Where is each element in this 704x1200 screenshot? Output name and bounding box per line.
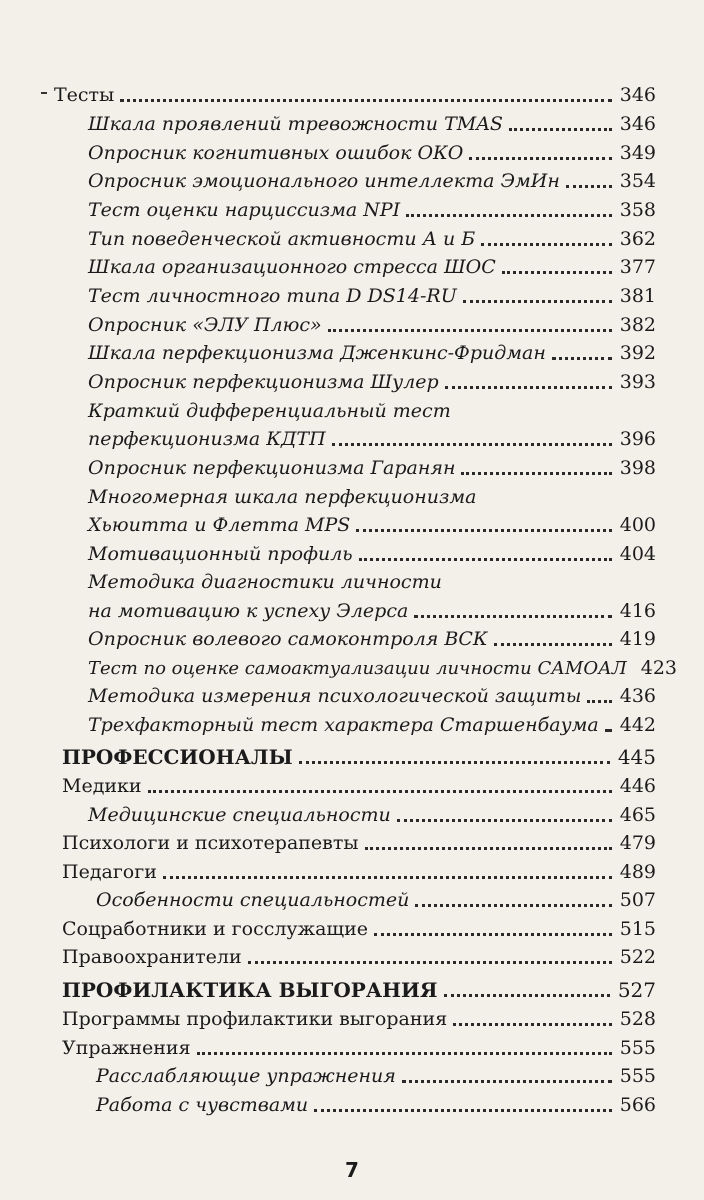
entry-page: 362 (619, 228, 656, 250)
toc-section-prevention[interactable] (62, 975, 656, 1005)
toc-entry-programs[interactable] (62, 1004, 656, 1034)
entry-title: Опросник перфекционизма Шулер (88, 371, 439, 393)
leader-dots (509, 128, 612, 131)
toc-entry[interactable] (88, 710, 656, 740)
toc-entry[interactable] (88, 252, 656, 282)
leader-dots (444, 994, 610, 997)
entry-page: 382 (619, 314, 656, 336)
entry-title: Трехфакторный тест характера Старшенбаума (88, 714, 599, 736)
toc-entry-line1 (88, 567, 656, 597)
leader-dots (359, 558, 612, 561)
entry-page: 404 (619, 543, 656, 565)
entry-page: 446 (619, 775, 656, 797)
entry-title: Тест оценки нарциссизма NPI (88, 199, 401, 221)
leader-dots (120, 99, 612, 102)
leader-dots (605, 729, 612, 732)
toc-entry[interactable] (88, 138, 656, 168)
toc-entry[interactable] (88, 596, 656, 626)
entry-title: Тесты (54, 84, 115, 106)
entry-title: Программы профилактики выгорания (62, 1008, 448, 1030)
toc-entry[interactable] (88, 195, 656, 225)
entry-page: 392 (619, 342, 656, 364)
toc-entry[interactable] (88, 338, 656, 368)
leader-dots (356, 529, 611, 532)
entry-title-line1: Многомерная шкала перфекционизма (88, 486, 477, 508)
toc-entry[interactable] (88, 224, 656, 254)
entry-title-line1: Методика диагностики личности (88, 571, 442, 593)
leader-dots (402, 1080, 612, 1083)
leader-dots (469, 157, 611, 160)
leader-dots (332, 443, 612, 446)
entry-page: 528 (619, 1008, 656, 1030)
toc-entry[interactable] (88, 453, 656, 483)
entry-page: 346 (619, 113, 656, 135)
toc-entry[interactable] (88, 281, 656, 311)
toc-entry-social[interactable] (62, 914, 656, 944)
entry-title-line1: Краткий дифференциальный тест (88, 400, 451, 422)
toc-entry[interactable] (88, 624, 656, 654)
entry-title: Медики (62, 775, 142, 797)
entry-page: 555 (619, 1065, 656, 1087)
toc-entry-tests[interactable] (54, 80, 656, 110)
entry-page: 346 (619, 84, 656, 106)
entry-page: 566 (619, 1094, 656, 1116)
entry-title: Методика измерения психологической защиты (88, 685, 582, 707)
toc-entry-specs[interactable] (96, 885, 656, 915)
entry-page: 423 (640, 657, 677, 679)
entry-title: Опросник когнитивных ошибок ОКО (88, 142, 464, 164)
section-title: ПРОФЕССИОНАЛЫ (62, 745, 293, 769)
entry-page: 436 (619, 685, 656, 707)
entry-title: Психологи и психотерапевты (62, 832, 359, 854)
leader-dots (299, 761, 610, 764)
entry-title: Работа с чувствами (96, 1094, 309, 1116)
toc-entry-psych[interactable] (62, 828, 656, 858)
entry-title: Упражнения (62, 1037, 191, 1059)
leader-dots (365, 847, 612, 850)
margin-mark (41, 92, 47, 94)
entry-title: Соцработники и госслужащие (62, 918, 368, 940)
entry-title: Опросник волевого самоконтроля ВСК (88, 628, 488, 650)
entry-page: 393 (619, 371, 656, 393)
entry-title: Педагоги (62, 861, 157, 883)
toc-entry-medspec[interactable] (88, 800, 656, 830)
leader-dots (463, 300, 612, 303)
toc-entry-relax[interactable] (96, 1061, 656, 1091)
leader-dots (314, 1109, 612, 1112)
entry-title: Шкала проявлений тревожности TMAS (88, 113, 503, 135)
leader-dots (406, 214, 612, 217)
entry-page: 555 (619, 1037, 656, 1059)
leader-dots (374, 933, 612, 936)
toc-section-professionals[interactable] (62, 742, 656, 772)
entry-page: 416 (619, 600, 656, 622)
entry-page: 527 (617, 978, 656, 1002)
toc-entry-teachers[interactable] (62, 857, 656, 887)
leader-dots (445, 386, 612, 389)
toc-entry[interactable] (88, 681, 656, 711)
entry-page: 398 (619, 457, 656, 479)
leader-dots (163, 876, 612, 879)
leader-dots (502, 271, 612, 274)
entry-page: 377 (619, 256, 656, 278)
entry-title: Тест личностного типа D DS14-RU (88, 285, 457, 307)
entry-page: 522 (619, 946, 656, 968)
leader-dots (148, 790, 612, 793)
entry-page: 358 (619, 199, 656, 221)
leader-dots (587, 700, 611, 703)
entry-title: Расслабляющие упражнения (96, 1065, 396, 1087)
entry-title: Тест по оценке самоактуализации личности САМОАЛ (88, 658, 627, 679)
entry-title: Шкала организационного стресса ШОС (88, 256, 496, 278)
section-title: ПРОФИЛАКТИКА ВЫГОРАНИЯ (62, 978, 438, 1002)
entry-page: 400 (619, 514, 656, 536)
leader-dots (494, 643, 612, 646)
entry-page: 465 (619, 804, 656, 826)
toc-entry-line1 (88, 482, 656, 512)
leader-dots (566, 185, 612, 188)
entry-page: 396 (619, 428, 656, 450)
entry-title: Хьюитта и Флетта MPS (88, 514, 351, 536)
entry-page: 479 (619, 832, 656, 854)
entry-page: 507 (619, 889, 656, 911)
leader-dots (415, 904, 611, 907)
entry-title: Особенности специальностей (96, 889, 410, 911)
entry-title: Опросник «ЭЛУ Плюс» (88, 314, 322, 336)
leader-dots (197, 1052, 612, 1055)
leader-dots (461, 472, 611, 475)
entry-title: Опросник эмоционального интеллекта ЭмИн (88, 170, 560, 192)
entry-page: 489 (619, 861, 656, 883)
toc-entry[interactable] (88, 424, 656, 454)
entry-title: Опросник перфекционизма Гаранян (88, 457, 456, 479)
entry-page: 515 (619, 918, 656, 940)
toc-entry[interactable] (88, 367, 656, 397)
entry-title: Медицинские специальности (88, 804, 391, 826)
leader-dots (328, 329, 612, 332)
entry-page: 419 (619, 628, 656, 650)
toc-entry[interactable] (88, 539, 656, 569)
entry-page: 381 (619, 285, 656, 307)
entry-title: Правоохранители (62, 946, 242, 968)
entry-page: 445 (617, 745, 656, 769)
entry-page: 354 (619, 170, 656, 192)
toc-entry-line1 (88, 396, 656, 426)
toc-entry-exercises[interactable] (62, 1033, 656, 1063)
toc-entry-law[interactable] (62, 942, 656, 972)
entry-title: перфекционизма КДТП (88, 428, 326, 450)
toc-entry[interactable] (88, 109, 656, 139)
toc-entry[interactable] (88, 166, 656, 196)
leader-dots (453, 1023, 612, 1026)
entry-title: на мотивацию к успеху Элерса (88, 600, 409, 622)
leader-dots (414, 615, 611, 618)
toc-entry-medics[interactable] (62, 771, 656, 801)
toc-entry[interactable] (88, 310, 656, 340)
leader-dots (552, 357, 612, 360)
toc-entry[interactable] (88, 653, 677, 683)
toc-entry-feelings[interactable] (96, 1090, 656, 1120)
entry-title: Шкала перфекционизма Дженкинс-Фридман (88, 342, 546, 364)
page-number: 7 (345, 1158, 359, 1182)
leader-dots (248, 961, 612, 964)
toc-entry[interactable] (88, 510, 656, 540)
leader-dots (481, 243, 611, 246)
entry-page: 349 (619, 142, 656, 164)
entry-page: 442 (619, 714, 656, 736)
leader-dots (397, 819, 612, 822)
entry-title: Мотивационный профиль (88, 543, 353, 565)
entry-title: Тип поведенческой активности А и Б (88, 228, 476, 250)
